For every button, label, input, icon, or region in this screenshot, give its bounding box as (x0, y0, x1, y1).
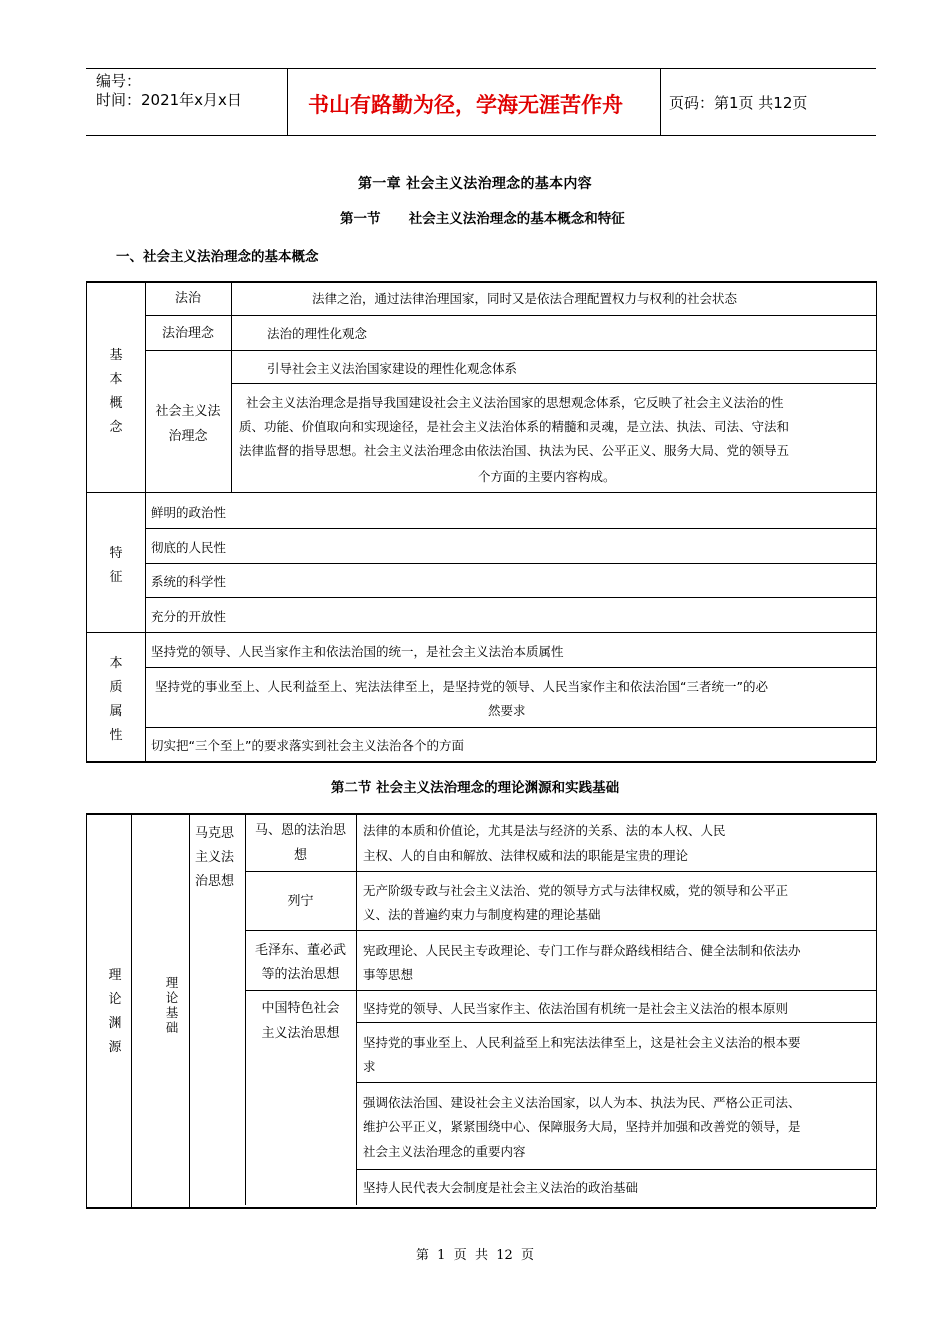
document-time-label: 时间：2021年x月x日 (96, 91, 242, 109)
cn-text-1: 坚持党的领导、人民当家作主、依法治国有机统一是社会主义法治的根本原则 (363, 1001, 789, 1016)
essence-item-1: 坚持党的领导、人民当家作主和依法治国的统一，是社会主义法治本质属性 (151, 644, 564, 659)
feature-item-4: 充分的开放性 (151, 609, 227, 624)
me-label-2: 想 (293, 848, 307, 863)
chapter-title: 第一章 社会主义法治理念的基本内容 (358, 176, 592, 192)
lenin-text-1: 无产阶级专政与社会主义法治、党的领导方式与法律权威，党的领导和公平正 (363, 883, 789, 898)
mao-label-1: 毛泽东、董必武 (254, 943, 346, 958)
me-label-1: 马、恩的法治思 (254, 823, 346, 838)
header-motto: 书山有路勤为径，学海无涯苦作舟 (308, 93, 623, 117)
cn-text-2a: 坚持党的事业至上、人民利益至上和宪法法律至上，这是社会主义法治的根本要 (363, 1035, 801, 1050)
document-number-label: 编号： (96, 72, 142, 90)
essence-item-2a: 坚持党的事业至上、人民利益至上、宪法法律至上，是坚持党的领导、人民当家作主和依法治国“三者统一”的必 (155, 679, 768, 694)
group-label-theory-source: 理论渊源 (108, 968, 122, 1055)
cn-text-2b: 求 (363, 1059, 376, 1074)
section-title-2: 第二节 社会主义法治理念的理论渊源和实践基础 (330, 780, 620, 796)
mao-text-2: 事等思想 (363, 967, 414, 982)
header-page-label: 页码：第1页 共12页 (669, 94, 808, 112)
cn-text-3a: 强调依法治国、建设社会主义法治国家，以人为本、执法为民、严格公正司法、 (363, 1095, 801, 1110)
me-text-1: 法律的本质和价值论，尤其是法与经济的关系、法的本人权、人民 (363, 823, 726, 838)
row-label-linian: 法治理念 (161, 326, 214, 341)
mao-text-1: 宪政理论、人民民主专政理论、专门工作与群众路线相结合、健全法制和依法办 (363, 943, 801, 958)
cn-text-3b: 维护公平正义，紧紧围绕中心、保障服务大局，坚持并加强和改善党的领导，是 (363, 1119, 801, 1134)
row-text-shehui-b3: 法律监督的指导思想。社会主义法治理念由依法治国、执法为民、公平正义、服务大局、党的领导五 (239, 443, 790, 458)
me-text-2: 主权、人的自由和解放、法律权威和法的职能是宝贵的理论 (363, 848, 689, 863)
row-label-fazhi: 法治 (174, 291, 201, 306)
group-label-essence: 本质属性 (109, 656, 123, 743)
page-footer: 第 1 页 共 12 页 (415, 1248, 535, 1263)
group-label-feature: 特征 (109, 546, 123, 585)
cn-label-2: 主义法治思想 (261, 1026, 340, 1041)
mao-label-2: 等的法治思想 (261, 967, 340, 982)
marx-label: 马克思主义法治思想 (195, 826, 235, 889)
subsection-title-1: 一、社会主义法治理念的基本概念 (116, 249, 319, 265)
row-text-shehui-b4: 个方面的主要内容构成。 (478, 469, 616, 484)
cn-text-3c: 社会主义法治理念的重要内容 (363, 1144, 526, 1159)
row-text-shehui-a: 引导社会主义法治国家建设的理性化观念体系 (267, 361, 518, 376)
cn-text-4: 坚持人民代表大会制度是社会主义法治的政治基础 (363, 1180, 639, 1195)
lenin-text-2: 义、法的普遍约束力与制度构建的理论基础 (363, 907, 601, 922)
row-text-shehui-b1: 社会主义法治理念是指导我国建设社会主义法治国家的思想观念体系，它反映了社会主义法治的性 (246, 395, 784, 410)
lenin-label: 列宁 (287, 894, 314, 909)
essence-item-3: 切实把“三个至上”的要求落实到社会主义法治各个的方面 (151, 738, 464, 753)
feature-item-2: 彻底的人民性 (151, 540, 227, 555)
group-label-basic-concept: 基本概念 (109, 348, 123, 435)
row-text-linian: 法治的理性化观念 (267, 326, 368, 341)
row-text-shehui-b2: 质、功能、价值取向和实现途径，是社会主义法治体系的精髓和灵魂，是立法、执法、司法、守法和 (239, 419, 790, 434)
section-title-1: 第一节 社会主义法治理念的基本概念和特征 (340, 211, 625, 227)
row-label-shehui-2: 治理念 (168, 429, 208, 444)
group-label-theory-basis: 理论基础 (165, 975, 179, 1035)
essence-item-2b: 然要求 (488, 703, 526, 718)
feature-item-3: 系统的科学性 (151, 574, 227, 589)
row-text-fazhi: 法律之治，通过法律治理国家，同时又是依法合理配置权力与权利的社会状态 (312, 291, 738, 306)
cn-label-1: 中国特色社会 (261, 1001, 340, 1016)
row-label-shehui-1: 社会主义法 (155, 404, 221, 419)
feature-item-1: 鲜明的政治性 (151, 505, 227, 520)
